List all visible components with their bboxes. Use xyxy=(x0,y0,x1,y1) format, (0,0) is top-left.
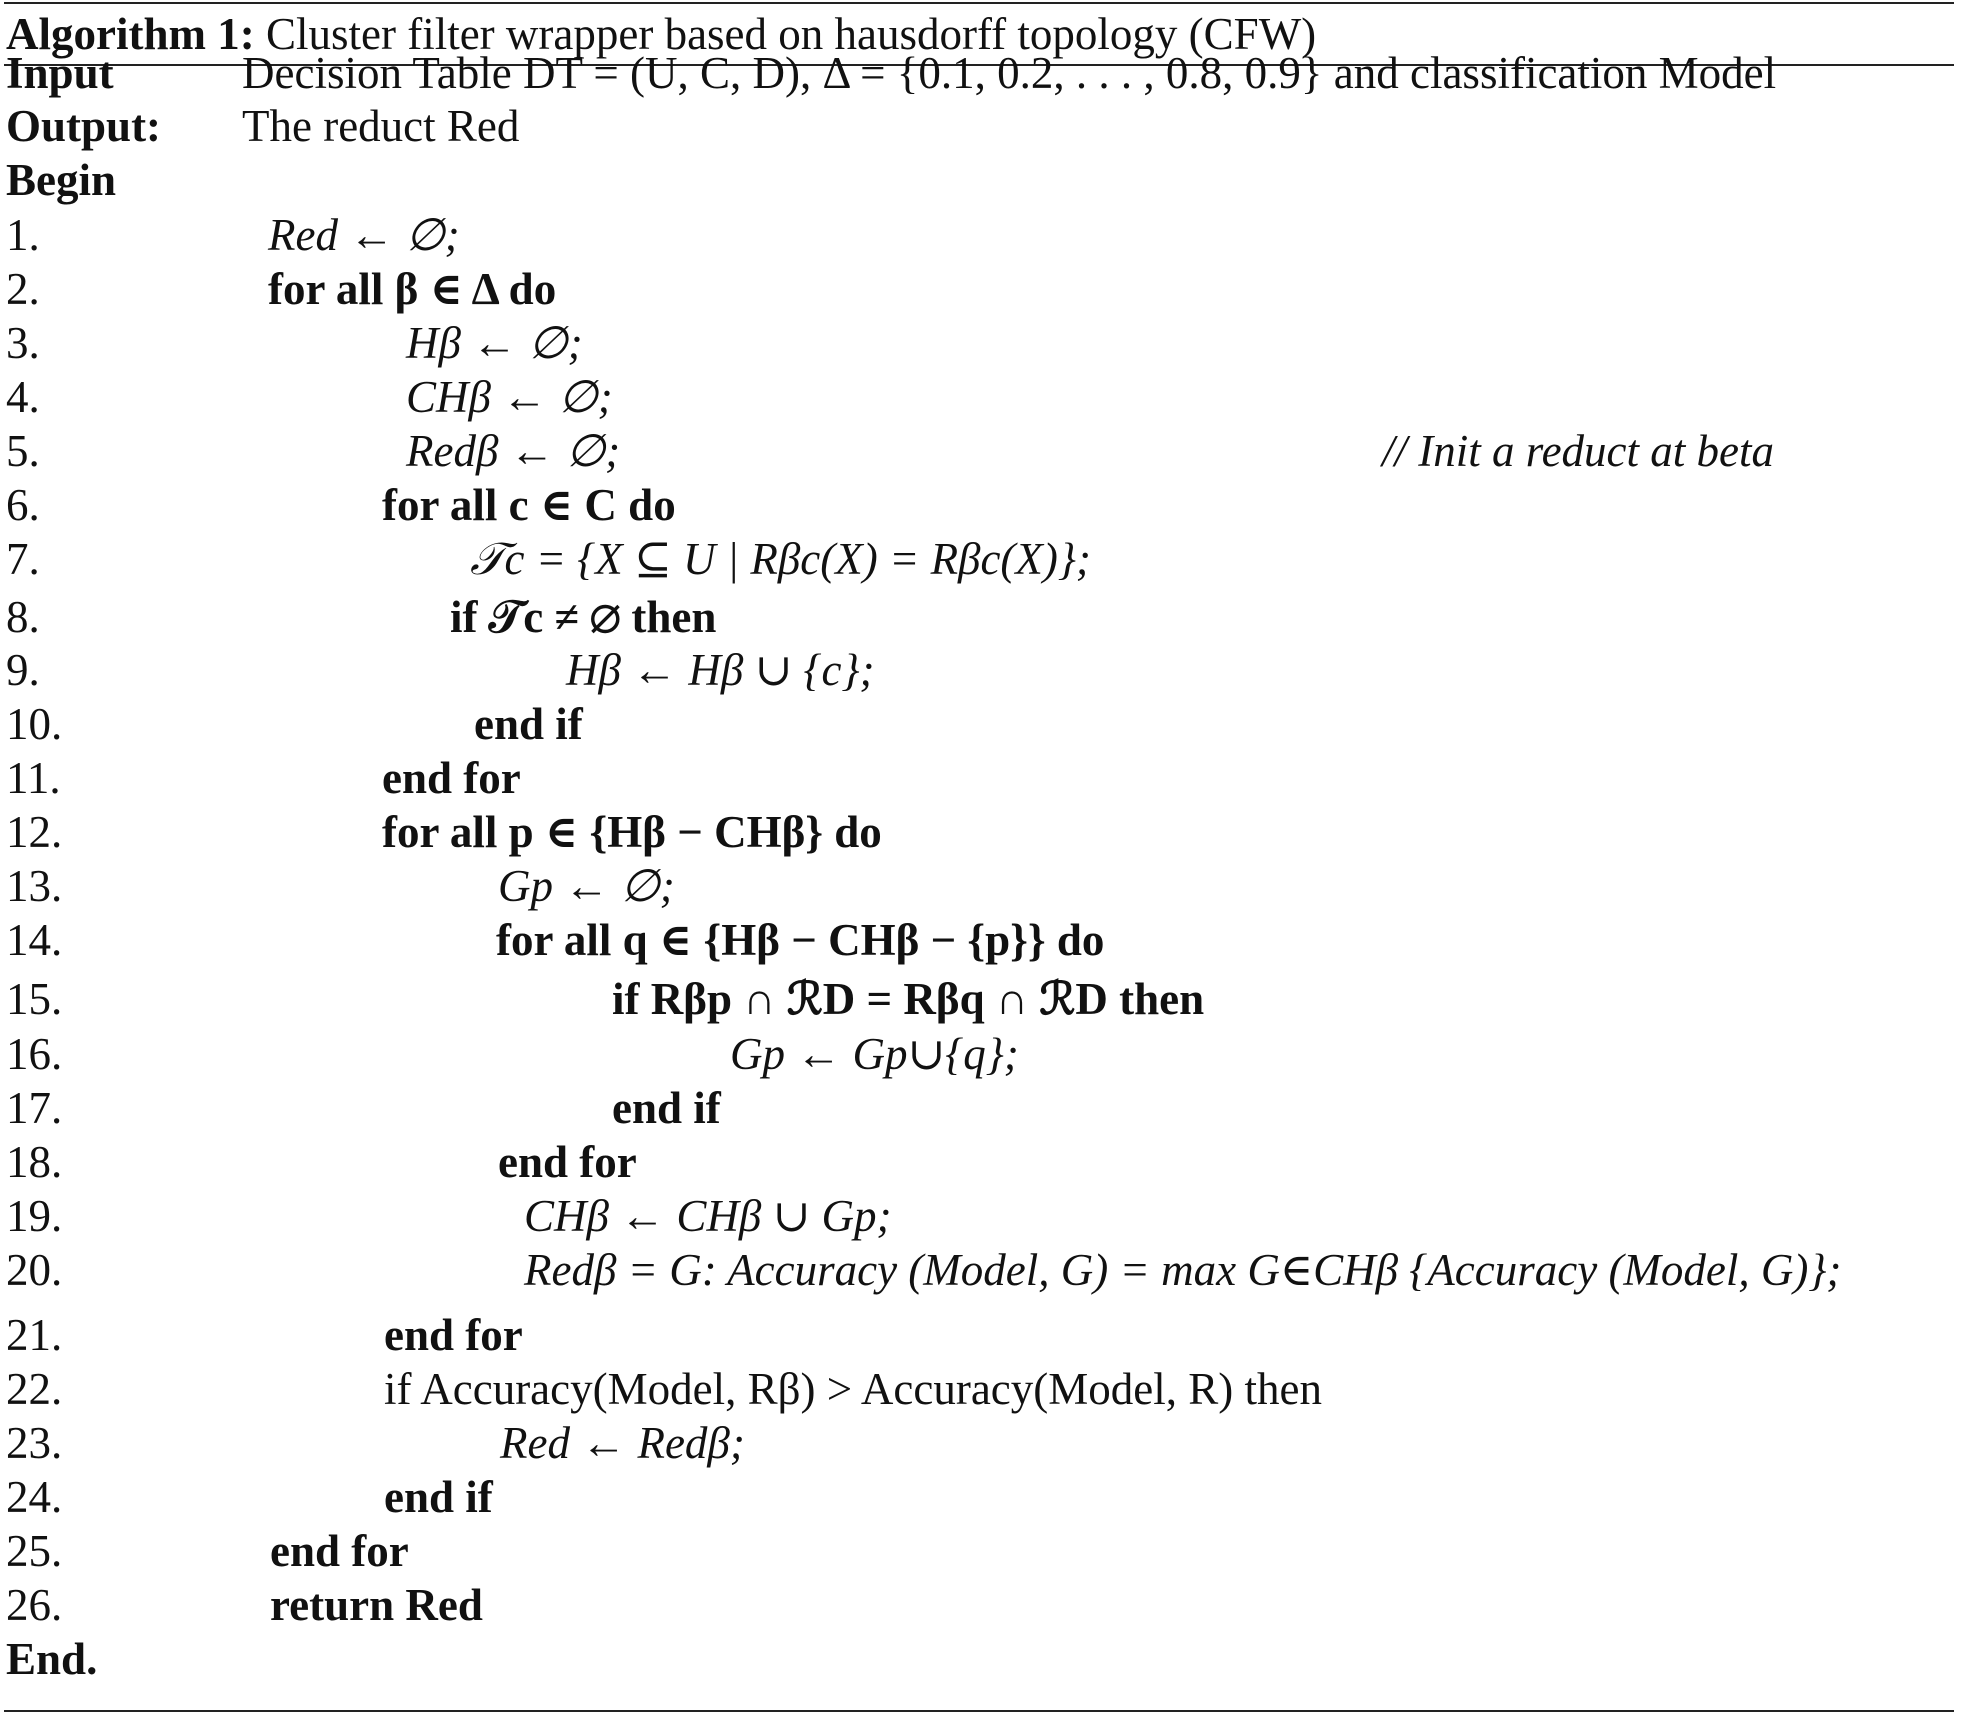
step-number: 26. xyxy=(6,1580,63,1630)
step-code: if Rβp ∩ ℛD = Rβq ∩ ℛD then xyxy=(612,974,1205,1024)
step-number: 14. xyxy=(6,915,63,965)
step-number: 8. xyxy=(6,592,40,642)
step-code: end for xyxy=(270,1526,409,1576)
input-text: Decision Table DT = (U, C, D), Δ = {0.1, 0.2, . . . , 0.8, 0.9} and classification Model xyxy=(242,48,1777,98)
step-code: Red ← ∅; xyxy=(268,210,460,260)
step-code: 𝒯c = {X ⊆ U | Rβc(X) = Rβc(X)}; xyxy=(470,534,1091,584)
step-comment: // Init a reduct at beta xyxy=(1382,426,1775,476)
step-code: Hβ ← ∅; xyxy=(406,318,583,368)
step-code: end for xyxy=(382,753,521,803)
step-code: end for xyxy=(384,1310,523,1360)
step-number: 2. xyxy=(6,264,40,314)
step-code: CHβ ← ∅; xyxy=(406,372,613,422)
step-number: 1. xyxy=(6,210,40,260)
step-number: 24. xyxy=(6,1472,63,1522)
step-number: 6. xyxy=(6,480,40,530)
begin-label: Begin xyxy=(6,155,117,205)
step-code: Redβ ← ∅; xyxy=(406,426,621,476)
step-number: 9. xyxy=(6,645,40,695)
step-number: 4. xyxy=(6,372,40,422)
step-code: Red ← Redβ; xyxy=(500,1418,745,1468)
output-text: The reduct Red xyxy=(242,101,520,151)
step-number: 5. xyxy=(6,426,40,476)
step-number: 16. xyxy=(6,1029,63,1079)
step-code: CHβ ← CHβ ∪ Gp; xyxy=(524,1191,892,1241)
step-number: 21. xyxy=(6,1310,63,1360)
step-code: if Accuracy(Model, Rβ) > Accuracy(Model, R) then xyxy=(384,1364,1322,1414)
algorithm-title-text: Cluster filter wrapper based on hausdorff topology (CFW) xyxy=(265,9,1317,59)
output-label: Output: xyxy=(6,101,162,151)
step-number: 10. xyxy=(6,699,63,749)
step-number: 19. xyxy=(6,1191,63,1241)
step-code: Gp ← Gp∪{q}; xyxy=(730,1029,1019,1079)
step-number: 15. xyxy=(6,974,63,1024)
step-code: end if xyxy=(474,699,583,749)
step-code: Redβ = G: Accuracy (Model, G) = max G∈CHβ {Accuracy (Model, G)}; xyxy=(524,1245,1842,1295)
step-number: 17. xyxy=(6,1083,63,1133)
step-number: 25. xyxy=(6,1526,63,1576)
step-code: for all β ∈ Δ do xyxy=(268,264,557,314)
step-code: end if xyxy=(612,1083,721,1133)
step-code: for all q ∈ {Hβ − CHβ − {p}} do xyxy=(496,915,1105,965)
step-code: end if xyxy=(384,1472,493,1522)
step-code: for all p ∈ {Hβ − CHβ} do xyxy=(382,807,882,857)
step-number: 18. xyxy=(6,1137,63,1187)
input-label: Input xyxy=(6,48,114,98)
step-number: 12. xyxy=(6,807,63,857)
step-code: Gp ← ∅; xyxy=(498,861,675,911)
step-code: if 𝒯c ≠ ∅ then xyxy=(450,592,717,642)
step-number: 23. xyxy=(6,1418,63,1468)
step-number: 22. xyxy=(6,1364,63,1414)
algorithm-label: Algorithm 1: xyxy=(6,9,255,59)
step-number: 13. xyxy=(6,861,63,911)
top-rule xyxy=(4,2,1954,4)
step-code: for all c ∈ C do xyxy=(382,480,676,530)
step-code: return Red xyxy=(270,1580,483,1630)
step-number: 20. xyxy=(6,1245,63,1295)
step-code: end for xyxy=(498,1137,637,1187)
bottom-rule xyxy=(4,1710,1954,1712)
step-number: 3. xyxy=(6,318,40,368)
end-label: End. xyxy=(6,1634,98,1684)
step-code: Hβ ← Hβ ∪ {c}; xyxy=(566,645,875,695)
step-number: 7. xyxy=(6,534,40,584)
step-number: 11. xyxy=(6,753,61,803)
